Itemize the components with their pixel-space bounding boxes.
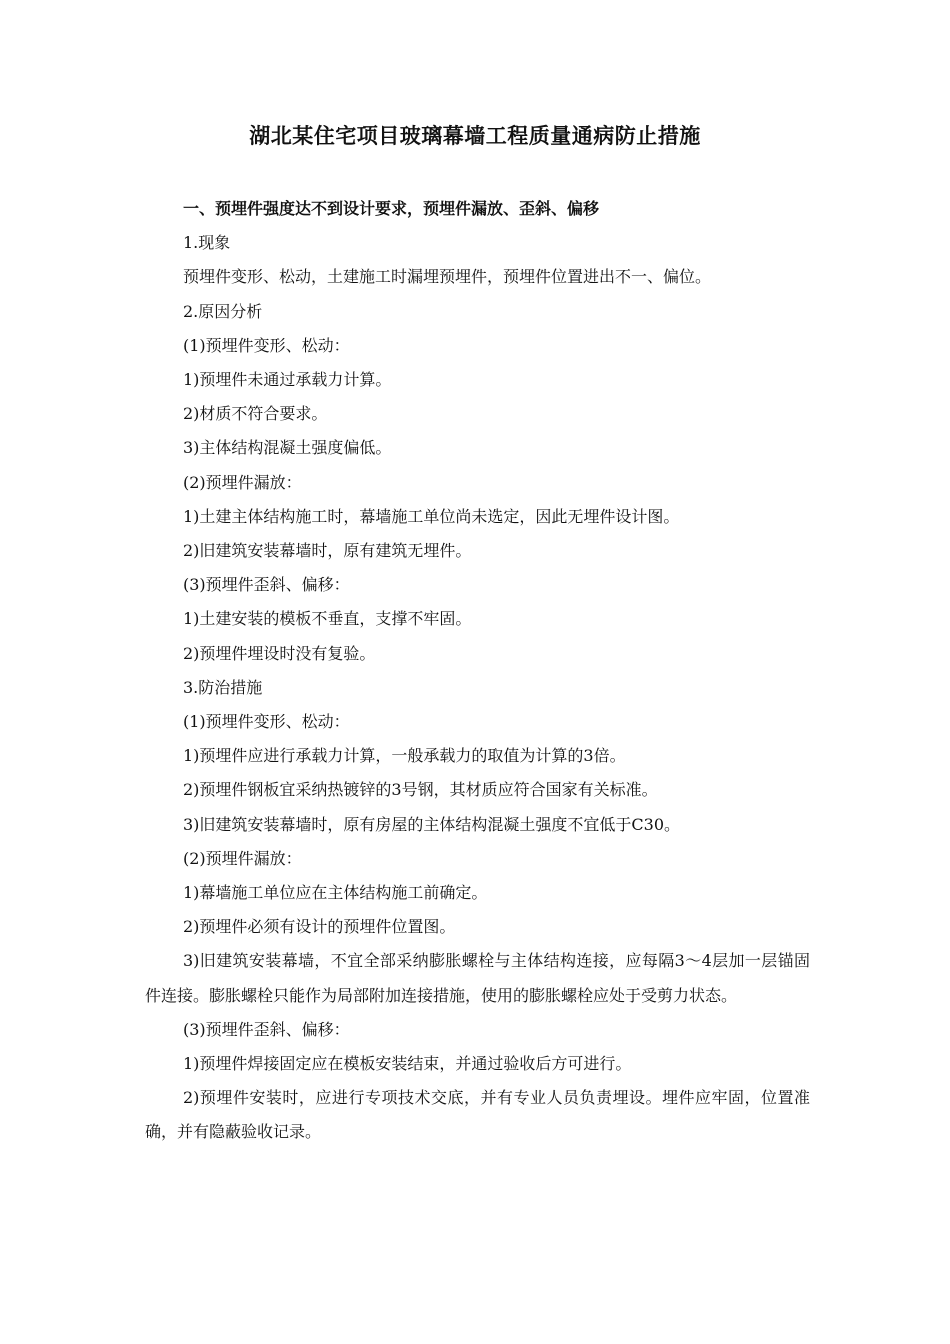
document-title: 湖北某住宅项目玻璃幕墙工程质量通病防止措施	[249, 124, 701, 148]
cause-label: 2.原因分析	[183, 301, 263, 321]
cause-c-item: 1)土建安装的模板不垂直，支撑不牢固。	[183, 609, 472, 629]
cause-b-item: 1)土建主体结构施工时，幕墙施工单位尚未选定，因此无埋件设计图。	[183, 506, 680, 526]
measure-b-item: 2)预埋件必须有设计的预埋件位置图。	[183, 917, 456, 937]
measure-b-label: (2)预埋件漏放：	[183, 848, 302, 868]
measure-a-label: (1)预埋件变形、松动：	[183, 712, 350, 732]
measure-c-item: 1)预埋件焊接固定应在模板安装结束，并通过验收后方可进行。	[183, 1054, 632, 1074]
cause-c-label: (3)预埋件歪斜、偏移：	[183, 575, 350, 595]
phenomenon-text: 预埋件变形、松动，土建施工时漏埋预埋件，预埋件位置进出不一、偏位。	[183, 267, 712, 287]
measure-b-paragraph: 3)旧建筑安装幕墙，不宜全部采纳膨胀螺栓与主体结构连接，应每隔3～4层加一层锚固件连接。膨胀螺栓只能作为局部附加连接措施，使用的膨胀螺栓应处于受剪力状态。	[145, 951, 810, 1005]
cause-a-item: 2)材质不符合要求。	[183, 404, 328, 424]
section-heading: 一、预埋件强度达不到设计要求，预埋件漏放、歪斜、偏移	[183, 199, 600, 218]
measure-a-item: 1)预埋件应进行承载力计算，一般承载力的取值为计算的3倍。	[183, 746, 626, 766]
cause-a-item: 3)主体结构混凝土强度偏低。	[183, 438, 392, 458]
cause-a-label: (1)预埋件变形、松动：	[183, 335, 350, 355]
cause-b-item: 2)旧建筑安装幕墙时，原有建筑无埋件。	[183, 541, 472, 561]
cause-b-label: (2)预埋件漏放：	[183, 472, 302, 492]
measure-a-item: 2)预埋件钢板宜采纳热镀锌的3号钢，其材质应符合国家有关标准。	[183, 780, 658, 800]
measure-c-label: (3)预埋件歪斜、偏移：	[183, 1019, 350, 1039]
document-body	[145, 192, 810, 1150]
measure-a-item: 3)旧建筑安装幕墙时，原有房屋的主体结构混凝土强度不宜低于C30。	[183, 814, 681, 834]
measure-b-item: 1)幕墙施工单位应在主体结构施工前确定。	[183, 883, 488, 903]
cause-c-item: 2)预埋件埋设时没有复验。	[183, 643, 376, 663]
measure-c-paragraph: 2)预埋件安装时，应进行专项技术交底，并有专业人员负责埋设。埋件应牢固，位置准确，并有隐蔽验收记录。	[145, 1088, 810, 1142]
measure-label: 3.防治措施	[183, 677, 263, 697]
cause-a-item: 1)预埋件未通过承载力计算。	[183, 370, 392, 390]
phenomenon-label: 1.现象	[183, 233, 231, 253]
